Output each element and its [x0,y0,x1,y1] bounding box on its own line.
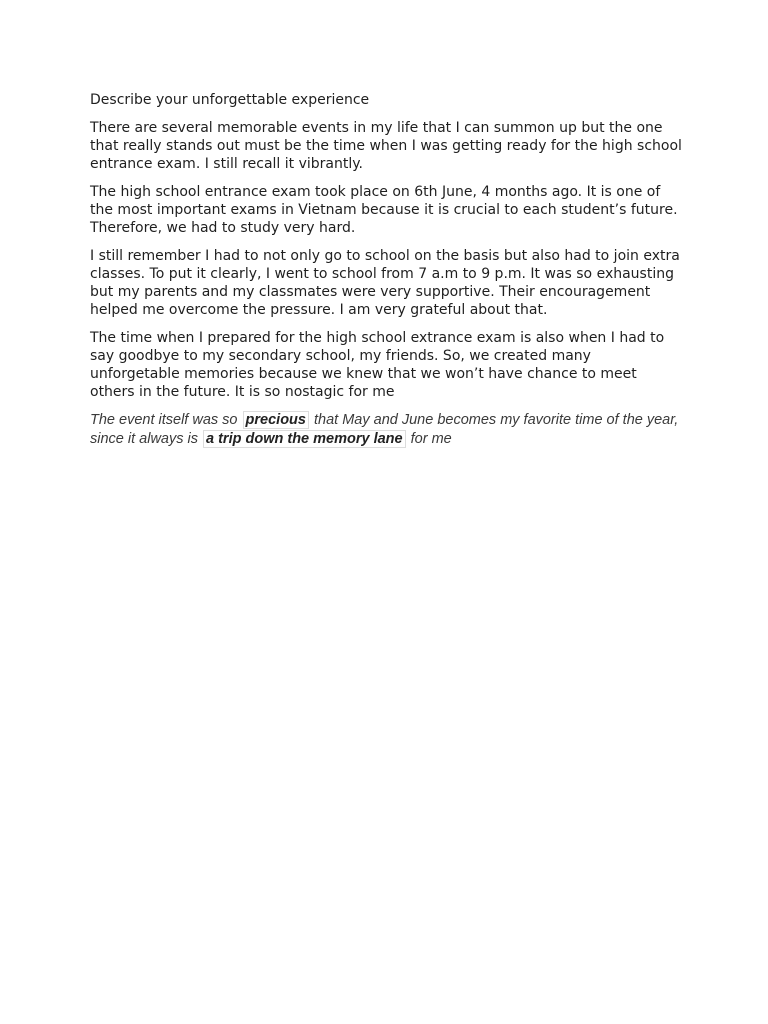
paragraph-exam-date: The high school entrance exam took place on 6th June, 4 months ago. It is one of the most important exams in Vietnam because it is crucial to each student’s future. Therefore, we had to study very hard. [90,184,678,236]
closing-text-part3: for me [410,431,452,447]
paragraph-study-routine: I still remember I had to not only go to school on the basis but also had to join extra classes. To put it clearly, I went to school from 7 a.m to 9 p.m. It was so exhausting but my parents and my classmates were very supportive. Their encouragement helped me overcome the pressure. I am very grateful about that. [90,248,680,318]
paragraph-goodbye: The time when I prepared for the high school extrance exam is also when I had to say goodbye to my secondary school, my friends. So, we created many unforgetable memories because we knew that we won’t have chance to meet others in the future. It is so nostagic for me [90,330,665,400]
closing-sentence [90,411,682,449]
highlight-memory-lane: a trip down the memory lane [203,430,406,448]
highlight-precious: precious [243,411,309,429]
closing-text-part2: that May and June becomes my favorite time of the year, since it always is [90,412,679,447]
paragraph-intro: There are several memorable events in my life that I can summon up but the one that really stands out must be the time when I was getting ready for the high school entrance exam. I still recall it vibrantly. [90,120,682,172]
closing-text-part1: The event itself was so [90,412,238,428]
document-page [90,91,682,449]
document-title: Describe your unforgettable experience [90,92,370,108]
